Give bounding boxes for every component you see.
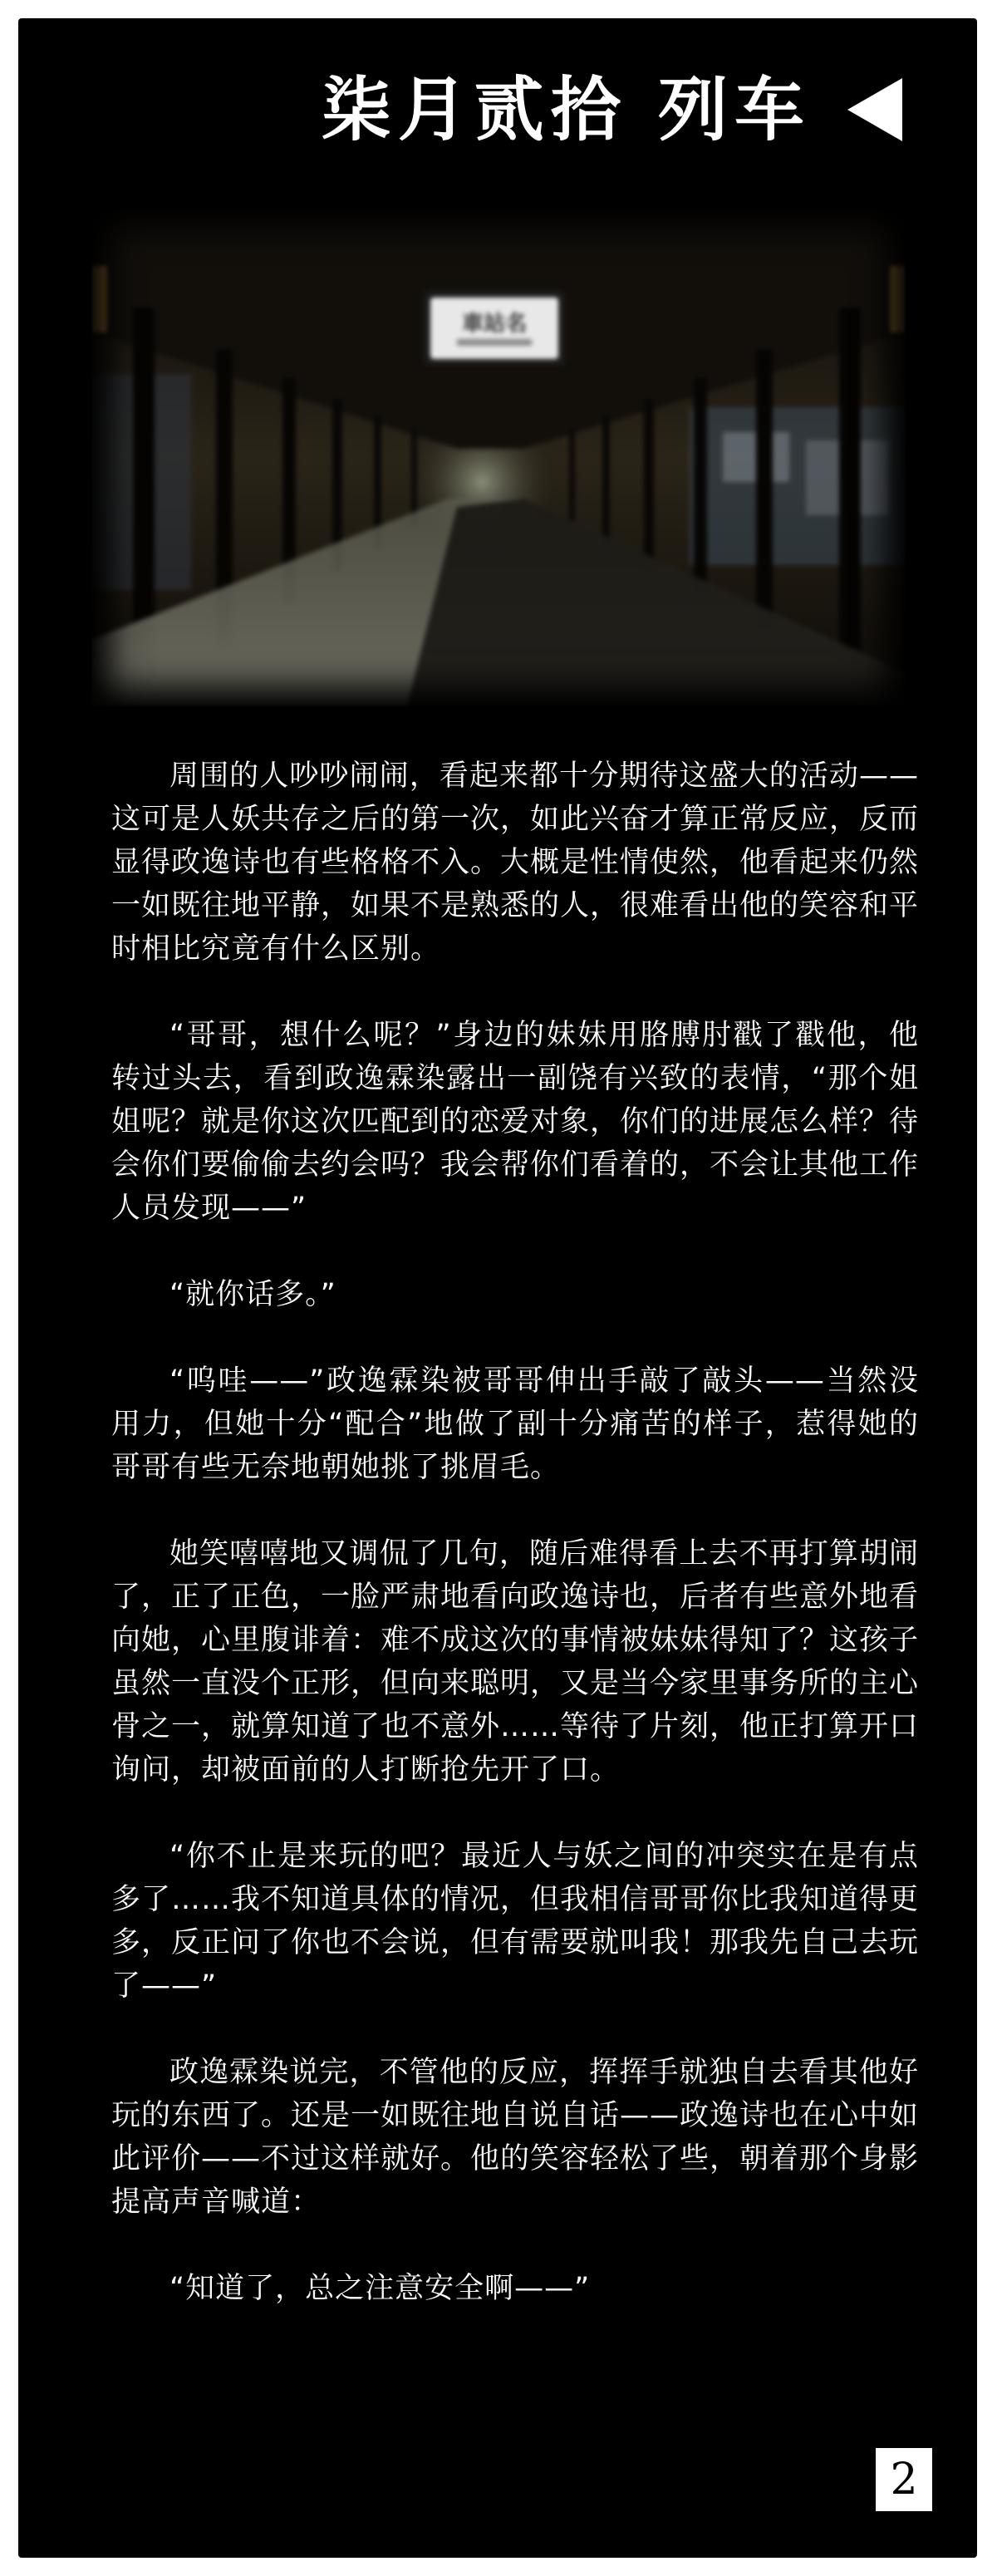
chapter-header	[18, 60, 977, 160]
story-text	[111, 755, 919, 2353]
paragraph: “哥哥，想什么呢？”身边的妹妹用胳膊肘戳了戳他，他转过头去，看到政逸霖染露出一副饶有兴致的表情，“那个姐姐呢？就是你这次匹配到的恋爱对象，你们的进展怎么样？待会你们要偷偷去约会吗？我会帮你们看着的，不会让其他工作人员发现——”	[111, 1019, 920, 1225]
back-arrow-icon	[847, 78, 902, 141]
paragraph: “呜哇——”政逸霖染被哥哥伸出手敲了敲头——当然没用力，但她十分“配合”地做了副十分痛苦的样子，惹得她的哥哥有些无奈地朝她挑了挑眉毛。	[111, 1364, 919, 1484]
paragraph: 周围的人吵吵闹闹，看起来都十分期待这盛大的活动——这可是人妖共存之后的第一次，如此兴奋才算正常反应，反而显得政逸诗也有些格格不入。大概是性情使然，他看起来仍然一如既往地平静，如果不是熟悉的人，很难看出他的笑容和平时相比究竟有什么区别。	[111, 760, 920, 966]
chapter-title: 柒月贰拾 列车	[321, 68, 811, 150]
svg-text:車站名: 車站名	[461, 312, 528, 337]
page-number-badge: 2	[876, 2448, 932, 2511]
paragraph: “知道了，总之注意安全啊——”	[169, 2272, 591, 2305]
paragraph: “就你话多。”	[169, 1278, 336, 1311]
station-platform-image	[91, 208, 906, 706]
paragraph: 政逸霖染说完，不管他的反应，挥挥手就独自去看其他好玩的东西了。还是一如既往地自说自话——政逸诗也在心中如此评价——不过这样就好。他的笑容轻松了些，朝着那个身影提高声音喊道：	[111, 2056, 920, 2219]
page-panel	[18, 18, 977, 2558]
paragraph: “你不止是来玩的吧？最近人与妖之间的冲突实在是有点多了……我不知道具体的情况，但我相信哥哥你比我知道得更多，反正问了你也不会说，但有需要就叫我！那我先自己去玩了——”	[111, 1840, 920, 2003]
paragraph: 她笑嘻嘻地又调侃了几句，随后难得看上去不再打算胡闹了，正了正色，一脸严肃地看向政逸诗也，后者有些意外地看向她，心里腹诽着：难不成这次的事情被妹妹得知了？这孩子虽然一直没个正形，但向来聪明，又是当今家里事务所的主心骨之一，就算知道了也不意外……等待了片刻，他正打算开口询问，却被面前的人打断抢先开了口。	[111, 1537, 920, 1787]
train-station-photo	[91, 208, 906, 706]
